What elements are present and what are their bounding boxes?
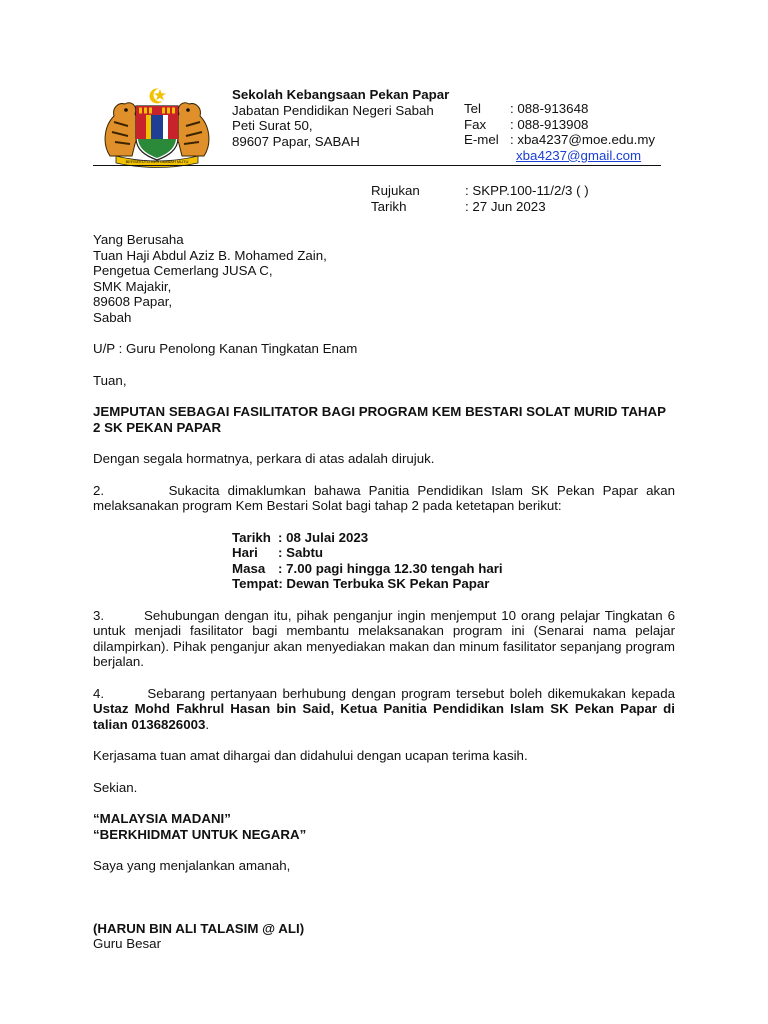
paragraph-3: 3. Sehubungan dengan itu, pihak penganjur ingin menjemput 10 orang pelajar Tingkatan 6 untuk menjadi fasilitator bagi membantu melaksanakan program ini (Senarai nama pelajar dilampirkan). Pihak penganjur akan menyediakan makan dan minum fasilitator sepanjang program berjalan. bbox=[93, 607, 675, 669]
contact-label: E-mel bbox=[464, 132, 499, 147]
contact-value: : 088-913908 bbox=[510, 116, 589, 132]
event-value: : 7.00 pagi hingga 12.30 tengah hari bbox=[278, 560, 503, 576]
signatory-title: Guru Besar bbox=[93, 936, 161, 951]
school-name: Sekolah Kebangsaan Pekan Papar bbox=[232, 87, 450, 102]
paragraph-4 bbox=[93, 686, 675, 733]
contact-email bbox=[464, 132, 655, 148]
recipient-line: 89608 Papar, bbox=[93, 294, 173, 309]
event-value: : 08 Julai 2023 bbox=[278, 529, 369, 545]
address-line: Peti Surat 50, bbox=[232, 118, 313, 133]
event-row bbox=[232, 530, 675, 546]
event-label: Tarikh bbox=[232, 529, 271, 545]
paragraph-2: 2. Sukacita dimaklumkan bahawa Panitia Pendidikan Islam SK Pekan Papar akan melaksanakan program Kem Bestari Solat bagi tahap 2 pada ketetapan berikut: bbox=[93, 482, 675, 513]
event-value: : Dewan Terbuka SK Pekan Papar bbox=[278, 576, 490, 591]
reference-row bbox=[371, 183, 589, 199]
reference-label: Tarikh bbox=[371, 198, 407, 214]
contact-tel bbox=[464, 101, 655, 117]
subject-heading: JEMPUTAN SEBAGAI FASILITATOR BAGI PROGRAM KEM BESTARI SOLAT MURID TAHAP 2 SK PEKAN PAPAR bbox=[93, 404, 666, 435]
contact-block bbox=[464, 101, 655, 163]
sign-off: Saya yang menjalankan amanah, bbox=[93, 858, 291, 873]
coat-of-arms-logo bbox=[98, 86, 216, 168]
reference-label: Rujukan bbox=[371, 183, 420, 198]
crest-motto-text: BERSEKUTU BERTAMBAH MUTU bbox=[125, 159, 189, 164]
recipient-line: Pengetua Cemerlang JUSA C, bbox=[93, 263, 273, 278]
recipient-line: Sabah bbox=[93, 309, 132, 325]
school-address-block bbox=[232, 87, 449, 149]
reference-block bbox=[371, 183, 589, 214]
event-label: Hari bbox=[232, 545, 258, 560]
reference-value: : 27 Jun 2023 bbox=[465, 198, 546, 214]
attention-line: U/P : Guru Penolong Kanan Tingkatan Enam bbox=[93, 341, 358, 356]
opening-paragraph: Dengan segala hormatnya, perkara di atas adalah dirujuk. bbox=[93, 451, 435, 466]
paragraph-4-end: . bbox=[205, 716, 210, 732]
signatory-name: (HARUN BIN ALI TALASIM @ ALI) bbox=[93, 920, 305, 936]
event-label: Tempat bbox=[232, 576, 279, 591]
alt-email-link[interactable]: xba4237@gmail.com bbox=[516, 147, 642, 163]
address-line: Jabatan Pendidikan Negeri Sabah bbox=[232, 102, 434, 118]
event-value: : Sabtu bbox=[278, 545, 324, 560]
recipient-line: SMK Majakir, bbox=[93, 278, 172, 294]
closing-paragraph: Kerjasama tuan amat dihargai dan didahului dengan ucapan terima kasih. bbox=[93, 748, 528, 763]
paragraph-4-intro: 4. Sebarang pertanyaan berhubung dengan program tersebut boleh dikemukakan kepada bbox=[93, 685, 675, 701]
letter-body bbox=[93, 232, 675, 952]
contact-value: : 088-913648 bbox=[510, 101, 589, 116]
address-line: 89607 Papar, SABAH bbox=[232, 133, 360, 149]
event-label: Masa bbox=[232, 560, 266, 576]
event-details bbox=[232, 530, 675, 592]
recipient-address bbox=[93, 232, 675, 325]
recipient-line: Yang Berusaha bbox=[93, 232, 184, 247]
recipient-line: Tuan Haji Abdul Aziz B. Mohamed Zain, bbox=[93, 247, 327, 263]
event-row bbox=[232, 545, 675, 561]
contact-fax bbox=[464, 117, 655, 133]
header-divider bbox=[93, 165, 661, 166]
sekian-line: Sekian. bbox=[93, 779, 138, 795]
contact-label: Tel bbox=[464, 101, 481, 116]
slogan-malaysia-madani: “MALAYSIA MADANI” bbox=[93, 811, 231, 826]
event-row bbox=[232, 576, 675, 592]
event-row bbox=[232, 561, 675, 577]
reference-value: : SKPP.100-11/2/3 ( ) bbox=[465, 183, 589, 198]
salutation: Tuan, bbox=[93, 372, 127, 388]
contact-person: Ustaz Mohd Fakhrul Hasan bin Said, Ketua Panitia Pendidikan Islam SK Pekan Papar di talian 0136826003 bbox=[93, 701, 675, 732]
contact-label: Fax bbox=[464, 116, 487, 132]
reference-row bbox=[371, 199, 589, 215]
slogan-berkhidmat: “BERKHIDMAT UNTUK NEGARA” bbox=[93, 826, 307, 842]
contact-value: : xba4237@moe.edu.my bbox=[510, 132, 656, 147]
